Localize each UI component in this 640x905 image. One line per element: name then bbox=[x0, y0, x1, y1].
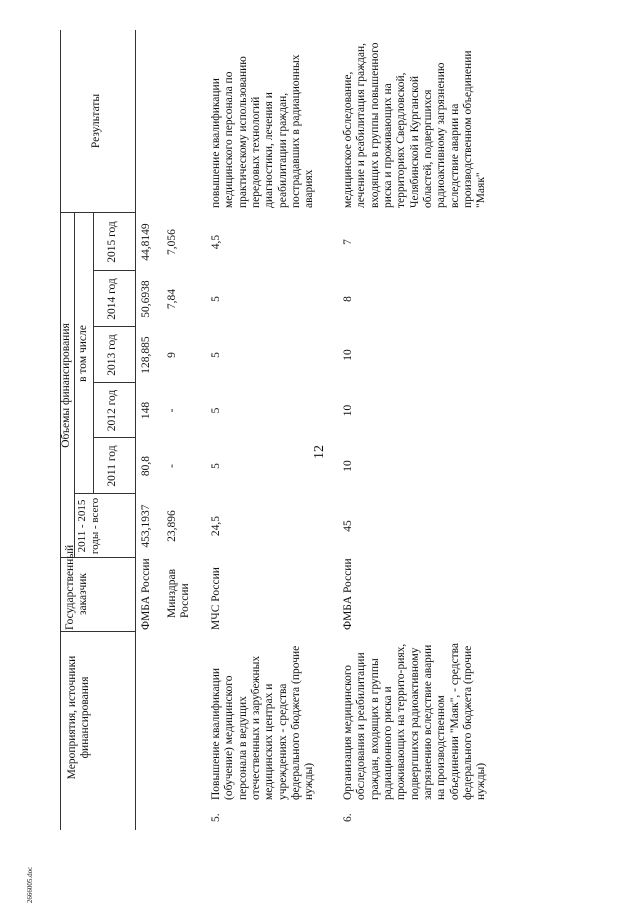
row-3-results: медицинское обследование, лечение и реабилитация граждан, входящих в группы повышенного риска и проживающих на территориях Свердловской, Челябинской и Курганской областей, подвергшихся радиоактивному загрязнению вследствие аварии на производственном объединении "Маяк" bbox=[342, 42, 488, 208]
header-year-2013: 2013 год bbox=[106, 334, 118, 376]
row-3-2013: 10 bbox=[342, 349, 354, 361]
row-1-2013: 9 bbox=[166, 352, 178, 358]
header-customer: Государственный заказчик bbox=[64, 544, 90, 630]
row-0-2015: 44,8149 bbox=[140, 223, 152, 261]
header-funding-group: Объемы финансирования bbox=[60, 323, 72, 448]
row-1-2014: 7,84 bbox=[166, 288, 178, 310]
header-year-2012: 2012 год bbox=[106, 389, 118, 432]
row-3-activity: Организация медицинского обследования и реабилитации граждан, входящих в группы радиационного риска и проживающих на террито-риях, подвергшихся радиоактивному загрязнению вследствие аварии на производственном объединении "Маяк", - средства федерального бюджета (прочие нужды) bbox=[342, 642, 488, 800]
col-sep-1 bbox=[60, 631, 136, 632]
row-2-2015: 4,5 bbox=[210, 234, 222, 250]
header-results: Результаты bbox=[90, 93, 102, 149]
header-bottom-border bbox=[135, 30, 136, 830]
header-activity: Мероприятия, источники финансирования bbox=[66, 655, 92, 780]
row-2-number: 5. bbox=[210, 813, 222, 822]
row-2-2014: 5 bbox=[210, 296, 222, 302]
header-total: 2011 - 2015 годы - всего bbox=[76, 497, 101, 555]
row-2-activity: Повышение квалификации (обучение) медицинского персонала в ведущих отечественных и зарубежных медицинских центрах и учреждениях - средства федерального бюджета (прочие нужды) bbox=[210, 645, 316, 800]
row-0-2014: 50,6938 bbox=[140, 280, 152, 318]
rotated-table-area bbox=[60, 30, 488, 830]
funding-group-underline bbox=[74, 213, 75, 558]
row-0-2012: 148 bbox=[140, 401, 152, 420]
row-3-total: 45 bbox=[342, 520, 354, 532]
header-year-2014: 2014 год bbox=[106, 278, 118, 320]
row-3-2012: 10 bbox=[342, 404, 354, 417]
funding-table bbox=[60, 30, 488, 830]
row-1-2015: 7,056 bbox=[166, 229, 178, 255]
header-including: в том числе bbox=[77, 325, 89, 382]
row-1-total: 23,896 bbox=[166, 510, 178, 542]
row-2-2011: 5 bbox=[210, 463, 222, 469]
row-0-total: 453,1937 bbox=[140, 504, 152, 548]
row-2-customer: МЧС России bbox=[210, 567, 222, 630]
row-0-2013: 128,885 bbox=[140, 336, 152, 374]
row-3-number: 6. bbox=[342, 813, 354, 822]
row-3-2011: 10 bbox=[342, 460, 354, 472]
row-3-customer: ФМБА России bbox=[342, 558, 354, 630]
row-2-2013: 5 bbox=[210, 352, 222, 358]
row-0-customer: ФМБА России bbox=[140, 558, 152, 630]
row-1-2012: - bbox=[166, 408, 178, 413]
row-1-2011: - bbox=[166, 464, 178, 468]
page-number: 12 bbox=[312, 445, 327, 459]
header-year-2011: 2011 год bbox=[106, 445, 118, 487]
row-2-results: повышение квалификации медицинского персонала по практическому использованию передовых технологий диагностики, лечения и реабилитации граждан, пострадавших в радиационных авариях bbox=[210, 54, 316, 208]
row-0-2011: 80,8 bbox=[140, 455, 152, 477]
row-3-2014: 8 bbox=[342, 296, 354, 302]
row-2-total: 24,5 bbox=[210, 515, 222, 537]
header-year-2015: 2015 год bbox=[106, 221, 118, 263]
row-1-customer: Минздрав России bbox=[166, 568, 192, 618]
footer-code: 2666005.doc bbox=[26, 866, 34, 904]
row-3-2015: 7 bbox=[342, 239, 354, 245]
including-underline bbox=[93, 213, 94, 494]
row-2-2012: 5 bbox=[210, 407, 222, 414]
